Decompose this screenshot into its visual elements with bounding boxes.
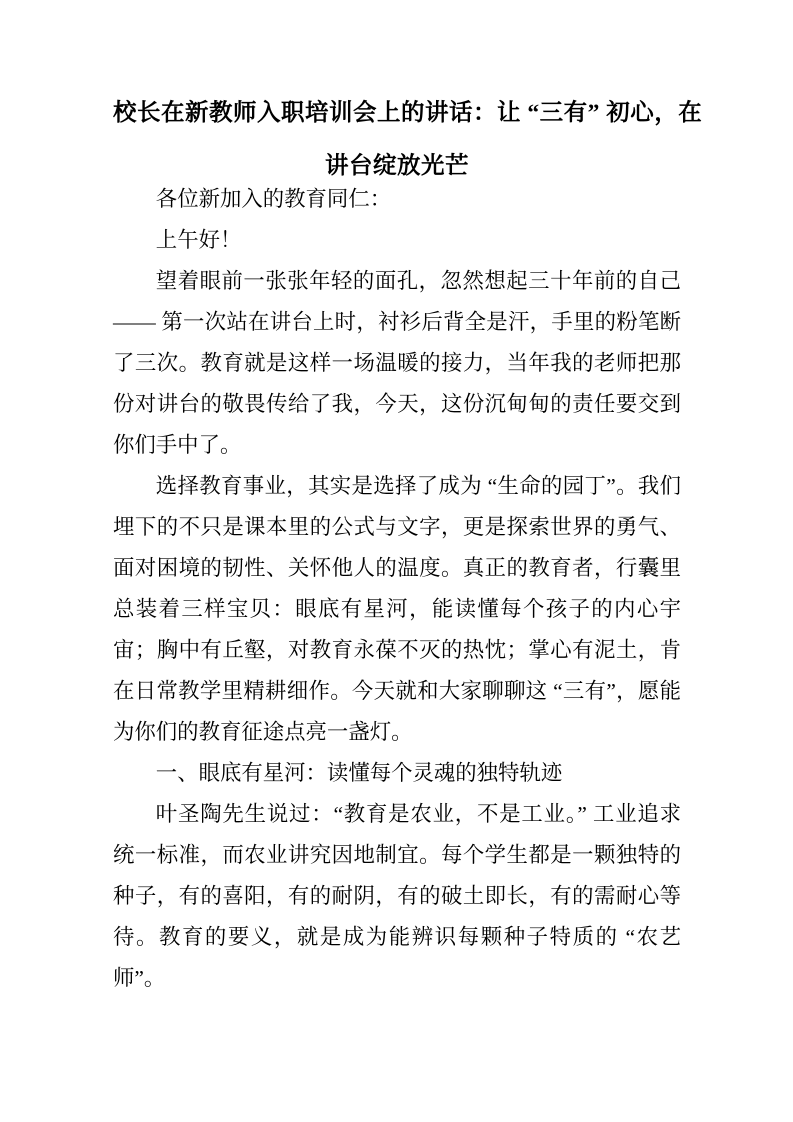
greeting: 上午好！	[155, 228, 242, 252]
paragraph-opening-memory: 望着眼前一张张年轻的面孔，忽然想起三十年前的自己—— 第一次站在讲台上时，衬衫后背全是汗，手里的粉笔断了三次。教育就是这样一场温暖的接力，当年我的老师把那份对讲台的敬畏传给了我，今天，这份沉甸甸的责任要交到你们手中了。	[113, 269, 681, 457]
document-title-line-1: 校长在新教师入职培训会上的讲话：让 “三有” 初心，在	[113, 100, 703, 126]
salutation: 各位新加入的教育同仁：	[155, 187, 392, 211]
section-heading-1: 一、眼底有星河：读懂每个灵魂的独特轨迹	[155, 761, 563, 785]
document-title-line-2: 讲台绽放光芒	[325, 153, 469, 179]
paragraph-three-treasures: 选择教育事业，其实是选择了成为 “生命的园丁”。我们埋下的不只是课本里的公式与文字，更是探索世界的勇气、面对困境的韧性、关怀他人的温度。真正的教育者，行囊里总装着三样宝贝：眼底有星河，能读懂每个孩子的内心宇宙；胸中有丘壑，对教育永葆不灭的热忱；掌心有泥土，肯在日常教学里精耕细作。今天就和大家聊聊这 “三有”，愿能为你们的教育征途点亮一盏灯。	[113, 474, 681, 744]
paragraph-ye-shengtao-quote: 叶圣陶先生说过：“教育是农业，不是工业。” 工业追求统一标准，而农业讲究因地制宜。每个学生都是一颗独特的种子，有的喜阳，有的耐阴，有的破土即长，有的需耐心等待。教育的要义，就是成为能辨识每颗种子特质的 “农艺师”。	[113, 802, 681, 990]
document-title	[113, 87, 703, 193]
